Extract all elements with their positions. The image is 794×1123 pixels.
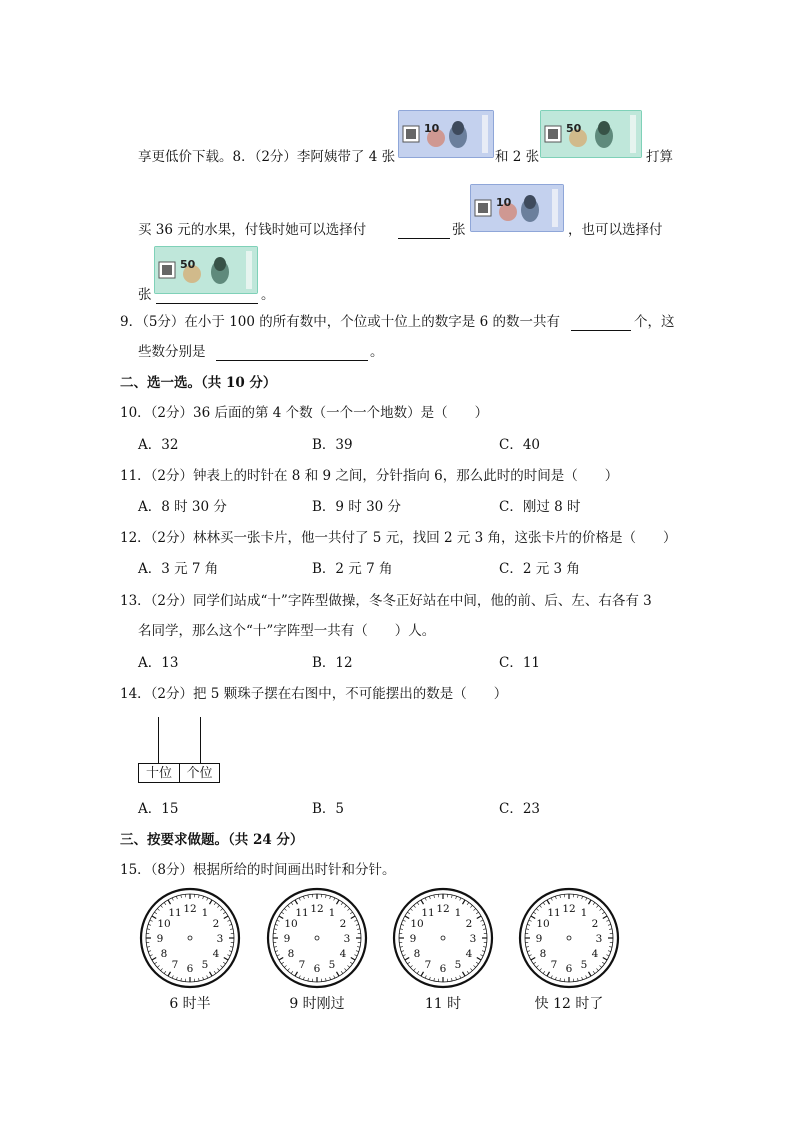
clock-number: 8 bbox=[287, 948, 295, 960]
fifty-yuan-bill-image bbox=[154, 246, 258, 294]
ten-yuan-bill-image bbox=[470, 184, 564, 232]
question-text: 11．（2分）钟表上的时针在 8 和 9 之间，分针指向 6，那么此时的时间是（ ） bbox=[120, 468, 619, 484]
q8-line2-end: ，也可以选择付 bbox=[568, 222, 663, 238]
q9-line1-text: 9．（5分）在小于 100 的所有数中，个位或十位上的数字是 6 的数一共有 bbox=[120, 314, 560, 330]
clock-number: 12 bbox=[562, 903, 576, 915]
ten-bill-value: 10 bbox=[424, 122, 440, 135]
q9-line2-end: 。 bbox=[370, 344, 384, 360]
fifty-bill-value: 50 bbox=[180, 258, 196, 271]
tens-rod bbox=[158, 717, 159, 763]
question-text: 14．（2分）把 5 颗珠子摆在右图中，不可能摆出的数是（ ） bbox=[120, 686, 508, 702]
clock-label: 11 时 bbox=[424, 996, 462, 1012]
clock-number: 11 bbox=[421, 907, 435, 920]
clock-number: 4 bbox=[339, 948, 347, 960]
clock-number: 12 bbox=[310, 903, 324, 915]
clock-face[interactable] bbox=[135, 883, 245, 993]
clock-number: 2 bbox=[339, 918, 347, 930]
clock-number: 7 bbox=[424, 958, 432, 971]
question-text-continued: 名同学，那么这个“十”字阵型一共有（ ）人。 bbox=[138, 623, 436, 639]
clock-number: 9 bbox=[535, 933, 543, 945]
clock-number: 4 bbox=[212, 948, 220, 960]
clock-number: 2 bbox=[465, 918, 473, 930]
clock-number: 4 bbox=[591, 948, 599, 960]
option-b[interactable]: B．12 bbox=[312, 655, 353, 671]
clock-number: 8 bbox=[539, 948, 547, 960]
clock-number: 8 bbox=[413, 948, 421, 960]
clock-number: 1 bbox=[580, 907, 588, 920]
option-a[interactable]: A．3 元 7 角 bbox=[138, 561, 219, 577]
clock-number: 7 bbox=[171, 958, 179, 971]
clock-number: 10 bbox=[157, 918, 171, 930]
option-c[interactable]: C．23 bbox=[499, 801, 541, 817]
answer-blank[interactable] bbox=[571, 316, 631, 331]
clock-number: 2 bbox=[591, 918, 599, 930]
fifty-bill-value: 50 bbox=[566, 122, 582, 135]
clock-label: 6 时半 bbox=[169, 996, 211, 1012]
q8-line1-end: 打算 bbox=[646, 149, 673, 165]
ones-rod bbox=[200, 717, 201, 763]
clock-number: 5 bbox=[580, 958, 588, 971]
tens-label: 十位 bbox=[138, 763, 180, 783]
option-c[interactable]: C．11 bbox=[499, 655, 541, 671]
option-a[interactable]: A．13 bbox=[138, 655, 179, 671]
clock-number: 6 bbox=[565, 963, 573, 975]
clock-face[interactable] bbox=[388, 883, 498, 993]
clock-number: 10 bbox=[536, 918, 550, 930]
q8-line3-unit: 张 bbox=[138, 287, 152, 303]
clock-number: 5 bbox=[328, 958, 336, 971]
q8-line1-prefix: 享更低价下载。8．（2分）李阿姨带了 4 张 bbox=[138, 149, 396, 165]
clock-number: 5 bbox=[201, 958, 209, 971]
clock-face[interactable] bbox=[262, 883, 372, 993]
ten-yuan-bill-image bbox=[398, 110, 494, 158]
clock-number: 10 bbox=[284, 918, 298, 930]
option-b[interactable]: B．5 bbox=[312, 801, 345, 817]
clock-number: 3 bbox=[595, 933, 603, 945]
clock-number: 3 bbox=[469, 933, 477, 945]
clock-number: 7 bbox=[550, 958, 558, 971]
clock-number: 1 bbox=[328, 907, 336, 920]
answer-blank[interactable] bbox=[216, 346, 368, 361]
clock-number: 6 bbox=[313, 963, 321, 975]
clock-number: 10 bbox=[410, 918, 424, 930]
clock-number: 8 bbox=[160, 948, 168, 960]
clock-label: 9 时刚过 bbox=[289, 996, 345, 1012]
clock-number: 7 bbox=[298, 958, 306, 971]
clock-label: 快 12 时了 bbox=[534, 996, 604, 1012]
clock-face[interactable] bbox=[514, 883, 624, 993]
clock-number: 11 bbox=[168, 907, 182, 920]
option-a[interactable]: A．32 bbox=[138, 437, 179, 453]
q8-line3-end: 。 bbox=[261, 287, 275, 303]
answer-blank[interactable] bbox=[156, 289, 258, 304]
option-c[interactable]: C．40 bbox=[499, 437, 541, 453]
q9-line2-text: 些数分别是 bbox=[138, 344, 206, 360]
clock-number: 6 bbox=[439, 963, 447, 975]
answer-blank[interactable] bbox=[398, 224, 450, 239]
ten-bill-value: 10 bbox=[496, 196, 512, 209]
clock-number: 1 bbox=[201, 907, 209, 920]
clock-number: 9 bbox=[156, 933, 164, 945]
abacus-diagram bbox=[138, 717, 220, 785]
clock-number: 4 bbox=[465, 948, 473, 960]
question-text: 10．（2分）36 后面的第 4 个数（一个一个地数）是（ ） bbox=[120, 405, 489, 421]
question-text: 12．（2分）林林买一张卡片，他一共付了 5 元，找回 2 元 3 角，这张卡片的价格是（ ） bbox=[120, 530, 677, 546]
option-b[interactable]: B．9 时 30 分 bbox=[312, 499, 402, 515]
question-text: 13．（2分）同学们站成“十”字阵型做操，冬冬正好站在中间，他的前、后、左、右各有 3 bbox=[120, 593, 652, 609]
option-c[interactable]: C．2 元 3 角 bbox=[499, 561, 580, 577]
clock-number: 11 bbox=[295, 907, 309, 920]
clock-number: 9 bbox=[409, 933, 417, 945]
fifty-yuan-bill-image bbox=[540, 110, 642, 158]
clock-number: 3 bbox=[343, 933, 351, 945]
clock-number: 1 bbox=[454, 907, 462, 920]
option-b[interactable]: B．2 元 7 角 bbox=[312, 561, 393, 577]
section-title: 三、按要求做题。（共 24 分） bbox=[120, 832, 304, 848]
q9-line1-end: 个，这 bbox=[634, 314, 675, 330]
option-b[interactable]: B．39 bbox=[312, 437, 353, 453]
q8-line1-mid: 和 2 张 bbox=[495, 149, 540, 165]
option-a[interactable]: A．15 bbox=[138, 801, 179, 817]
clock-number: 3 bbox=[216, 933, 224, 945]
question-text: 15．（8分）根据所给的时间画出时针和分针。 bbox=[120, 862, 396, 878]
clock-number: 2 bbox=[212, 918, 220, 930]
option-a[interactable]: A．8 时 30 分 bbox=[138, 499, 227, 515]
clock-number: 6 bbox=[186, 963, 194, 975]
q8-line2-unit: 张 bbox=[452, 222, 466, 238]
clock-number: 5 bbox=[454, 958, 462, 971]
clock-number: 11 bbox=[547, 907, 561, 920]
section-title: 二、选一选。（共 10 分） bbox=[120, 375, 277, 391]
option-c[interactable]: C．刚过 8 时 bbox=[499, 499, 581, 515]
clock-number: 12 bbox=[183, 903, 197, 915]
q8-line2-text: 买 36 元的水果，付钱时她可以选择付 bbox=[138, 222, 367, 238]
clock-number: 9 bbox=[283, 933, 291, 945]
clock-number: 12 bbox=[436, 903, 450, 915]
ones-label: 个位 bbox=[179, 763, 220, 783]
